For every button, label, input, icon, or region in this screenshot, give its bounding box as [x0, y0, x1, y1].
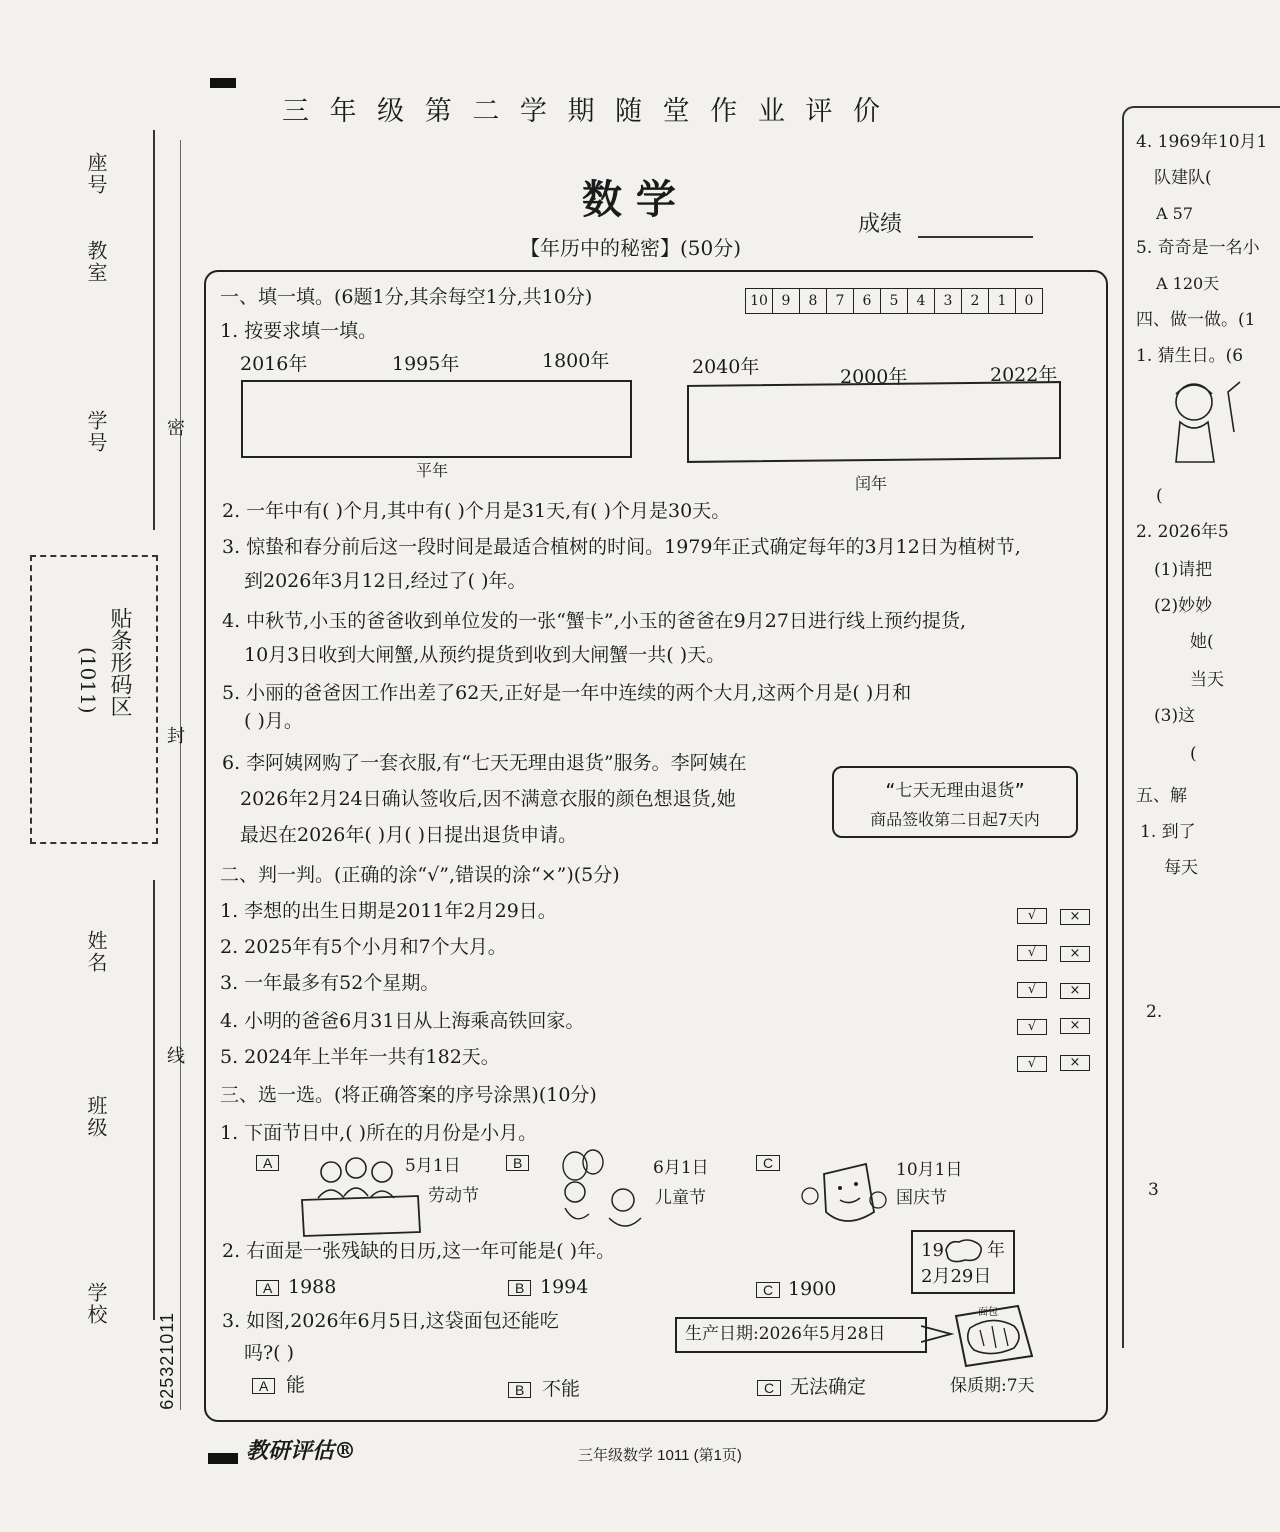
children-day-name: 儿童节 — [655, 1188, 706, 1208]
next-page-line: 5. 奇奇是一名小 — [1136, 238, 1260, 258]
shelf-life-text: 保质期:7天 — [950, 1376, 1035, 1396]
school-label: 学校 — [84, 1282, 108, 1326]
s1-q6-line2: 2026年2月24日确认签收后,因不满意衣服的颜色想退货,她 — [240, 788, 736, 810]
national-day-name: 国庆节 — [896, 1188, 947, 1208]
callout-pointer — [921, 1324, 955, 1344]
torn-calendar-date: 2月29日 — [921, 1266, 992, 1287]
s3-q3-line1: 3. 如图,2026年6月5日,这袋面包还能吃 — [222, 1310, 559, 1332]
page-header-title: 三 年 级 第 二 学 期 随 堂 作 业 评 价 — [282, 96, 886, 127]
s3-q1-option-a[interactable]: A — [256, 1155, 279, 1171]
score-label: 成绩 — [858, 212, 903, 237]
binding-line-lower — [153, 880, 155, 1320]
next-page-line: 4. 1969年10月1 — [1136, 132, 1268, 152]
score-cell[interactable]: 1 — [989, 289, 1016, 313]
leap-year-box[interactable] — [687, 381, 1061, 463]
bread-bag-label: 面包 — [978, 1307, 998, 1318]
judge-false-2[interactable]: × — [1060, 946, 1090, 962]
year-2000: 2000年 — [840, 366, 908, 388]
score-cell[interactable]: 5 — [881, 289, 908, 313]
s3-q2-option-a[interactable]: A — [256, 1280, 279, 1296]
return-policy-detail: 商品签收第二日起7天内 — [870, 810, 1040, 829]
seat-label: 座号 — [84, 152, 108, 196]
next-page-line: 1. 到了 — [1140, 822, 1196, 842]
s3-q2-value-a: 1988 — [288, 1276, 337, 1298]
national-day-date: 10月1日 — [896, 1160, 963, 1180]
s3-q3-line2: 吗?( ) — [244, 1342, 295, 1364]
judge-true-2[interactable]: √ — [1017, 945, 1047, 961]
score-cell[interactable]: 2 — [962, 289, 989, 313]
barcode-area — [30, 555, 158, 844]
name-label: 姓名 — [84, 930, 108, 974]
student-id-label: 学号 — [84, 410, 108, 454]
s3-q3-option-a[interactable]: A — [252, 1378, 275, 1394]
torn-calendar-suffix: 年 — [987, 1240, 1005, 1261]
score-strip — [745, 288, 1043, 314]
s3-q3-value-a: 能 — [286, 1374, 306, 1396]
next-page-line: 当天 — [1190, 670, 1224, 690]
year-2016: 2016年 — [240, 353, 308, 375]
next-page-line: 她( — [1190, 632, 1214, 652]
judge-true-3[interactable]: √ — [1017, 982, 1047, 998]
judge-item-4: 4. 小明的爸爸6月31日从上海乘高铁回家。 — [220, 1010, 585, 1032]
judge-true-5[interactable]: √ — [1017, 1056, 1047, 1072]
year-2022: 2022年 — [990, 364, 1058, 386]
next-page-line: 2. — [1146, 1002, 1163, 1022]
score-cell[interactable]: 10 — [746, 289, 773, 313]
next-page-line: A 57 — [1156, 204, 1193, 223]
s3-q1-text: 1. 下面节日中,( )所在的月份是小月。 — [220, 1122, 538, 1144]
score-cell[interactable]: 6 — [854, 289, 881, 313]
production-date-text: 生产日期:2026年5月28日 — [685, 1324, 886, 1344]
s3-q2-option-c[interactable]: C — [756, 1282, 780, 1298]
seal-char-xian: 线 — [167, 1046, 185, 1067]
corner-mark-bottom — [208, 1453, 238, 1464]
year-1800: 1800年 — [542, 350, 610, 372]
s3-q1-option-c[interactable]: C — [756, 1155, 780, 1171]
s1-q6-line1: 6. 李阿姨网购了一套衣服,有“七天无理由退货”服务。李阿姨在 — [222, 752, 747, 774]
score-cell[interactable]: 4 — [908, 289, 935, 313]
labor-day-illustration — [296, 1150, 426, 1240]
common-year-label: 平年 — [416, 461, 449, 480]
s3-q3-value-b: 不能 — [542, 1378, 581, 1400]
barcode-code: (1011) — [76, 647, 100, 714]
judge-item-2: 2. 2025年有5个小月和7个大月。 — [220, 936, 507, 958]
judge-false-3[interactable]: × — [1060, 983, 1090, 999]
birthday-girl-illustration — [1154, 372, 1254, 482]
s3-q3-value-c: 无法确定 — [790, 1376, 867, 1398]
score-cell[interactable]: 0 — [1024, 293, 1034, 309]
judge-false-4[interactable]: × — [1060, 1018, 1090, 1034]
year-1995: 1995年 — [392, 353, 460, 375]
judge-false-1[interactable]: × — [1060, 909, 1090, 925]
subject-title: 数 学 — [582, 176, 676, 223]
s1-q5-line1: 5. 小丽的爸爸因工作出差了62天,正好是一年中连续的两个大月,这两个月是( )月和 — [222, 682, 912, 704]
s3-q1-option-b[interactable]: B — [506, 1155, 529, 1171]
next-page-line: ( — [1190, 744, 1197, 764]
return-policy-note — [832, 766, 1078, 838]
classroom-label: 教室 — [84, 240, 108, 284]
common-year-box[interactable] — [241, 380, 632, 458]
torn-calendar — [911, 1230, 1015, 1294]
s3-q2-value-c: 1900 — [788, 1278, 837, 1300]
children-day-date: 6月1日 — [653, 1158, 709, 1178]
next-page-line: (2)妙妙 — [1154, 596, 1213, 616]
score-cell[interactable]: 8 — [800, 289, 827, 313]
return-policy-title: “七天无理由退货” — [885, 781, 1025, 801]
score-cell[interactable]: 3 — [935, 289, 962, 313]
barcode-area-label: 贴条形码区 — [107, 607, 132, 717]
s1-q5-line2: ( )月。 — [244, 710, 303, 732]
judge-true-1[interactable]: √ — [1017, 908, 1047, 924]
judge-true-4[interactable]: √ — [1017, 1019, 1047, 1035]
s3-q2-text: 2. 右面是一张残缺的日历,这一年可能是( )年。 — [222, 1240, 616, 1262]
national-day-illustration — [796, 1150, 892, 1236]
s3-q2-value-b: 1994 — [540, 1276, 589, 1298]
next-page-fragment — [1122, 106, 1280, 1348]
s3-q2-option-b[interactable]: B — [508, 1280, 531, 1296]
judge-item-3: 3. 一年最多有52个星期。 — [220, 972, 440, 994]
class-label: 班级 — [84, 1095, 108, 1139]
serial-number: 625321011 — [157, 1312, 177, 1410]
next-page-line: 队建队( — [1154, 168, 1212, 188]
next-page-line: 1. 猜生日。(6 — [1136, 346, 1244, 366]
s3-q3-option-b[interactable]: B — [508, 1382, 531, 1398]
section2-heading: 二、判一判。(正确的涂“√”,错误的涂“×”)(5分) — [220, 864, 620, 886]
s1-q6-line3: 最迟在2026年( )月( )日提出退货申请。 — [240, 824, 578, 846]
page-footer-label: 三年级数学 1011 (第1页) — [578, 1447, 742, 1464]
labor-day-name: 劳动节 — [428, 1186, 479, 1206]
year-2040: 2040年 — [692, 356, 760, 378]
leap-year-label: 闰年 — [855, 474, 888, 493]
score-blank[interactable] — [918, 236, 1033, 238]
binding-line-upper — [153, 130, 155, 530]
s1-q3-line1: 3. 惊蛰和春分前后这一段时间是最适合植树的时间。1979年正式确定每年的3月12日为植树节, — [222, 536, 1021, 558]
s1-q3-line2: 到2026年3月12日,经过了( )年。 — [244, 570, 527, 592]
next-page-line: (3)这 — [1154, 706, 1196, 726]
production-date-label — [675, 1317, 927, 1353]
next-page-line: A 120天 — [1156, 274, 1220, 293]
judge-item-1: 1. 李想的出生日期是2011年2月29日。 — [220, 900, 557, 922]
next-page-line: (1)请把 — [1154, 560, 1213, 580]
s1-q4-line2: 10月3日收到大闸蟹,从预约提货到收到大闸蟹一共( )天。 — [244, 644, 726, 666]
s1-q1-text: 1. 按要求填一填。 — [220, 320, 378, 342]
next-page-line: 五、解 — [1136, 786, 1187, 806]
next-page-line: 2. 2026年5 — [1136, 522, 1229, 542]
torn-hole-icon — [943, 1238, 985, 1264]
section1-heading: 一、填一填。(6题1分,其余每空1分,共10分) — [220, 286, 593, 308]
seal-line — [180, 140, 181, 1410]
judge-false-5[interactable]: × — [1060, 1055, 1090, 1071]
next-page-line: 每天 — [1164, 858, 1198, 878]
corner-mark-top — [210, 78, 236, 88]
section3-heading: 三、选一选。(将正确答案的序号涂黑)(10分) — [220, 1084, 597, 1106]
s1-q2: 2. 一年中有( )个月,其中有( )个月是31天,有( )个月是30天。 — [222, 500, 731, 522]
seal-char-feng: 封 — [167, 726, 185, 747]
next-page-line: 四、做一做。(1 — [1136, 310, 1256, 330]
next-page-line: 3 — [1148, 1180, 1159, 1200]
score-cell[interactable]: 9 — [773, 289, 800, 313]
seal-char-mi: 密 — [167, 418, 185, 439]
children-day-illustration — [545, 1148, 655, 1234]
judge-item-5: 5. 2024年上半年一共有182天。 — [220, 1046, 500, 1068]
torn-calendar-prefix: 19 — [921, 1240, 944, 1261]
next-page-line: ( — [1156, 486, 1163, 506]
topic-title: 【年历中的秘密】(50分) — [520, 236, 742, 260]
labor-day-date: 5月1日 — [405, 1156, 461, 1176]
s3-q3-option-c[interactable]: C — [757, 1380, 781, 1396]
s1-q4-line1: 4. 中秋节,小玉的爸爸收到单位发的一张“蟹卡”,小玉的爸爸在9月27日进行线上预约提货, — [222, 610, 966, 632]
score-cell[interactable]: 7 — [827, 289, 854, 313]
bread-icon — [952, 1302, 1036, 1370]
brand-logo: 教研评估® — [246, 1438, 357, 1464]
